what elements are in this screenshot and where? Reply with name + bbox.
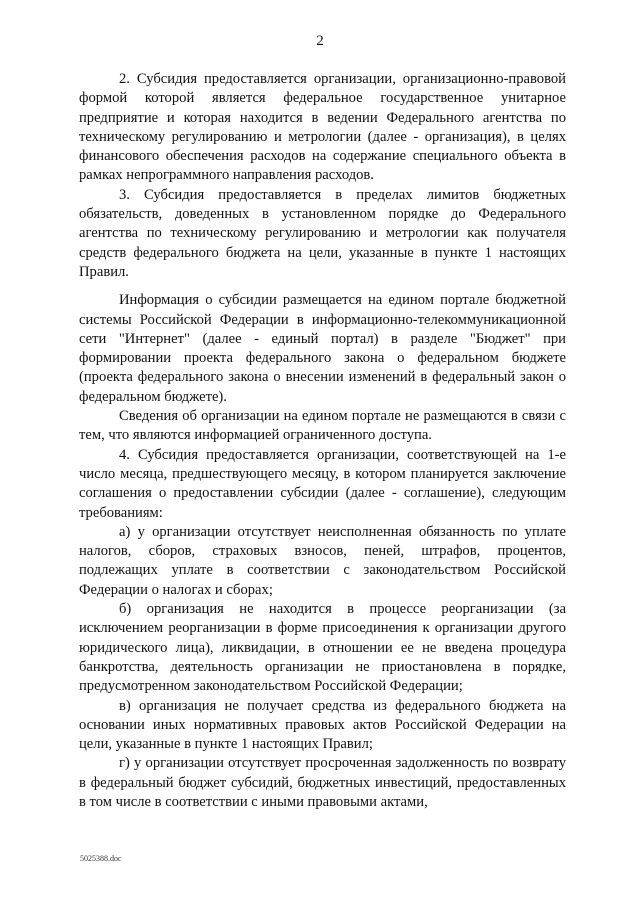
paragraph-info-restricted: Сведения об организации на едином портале не размещаются в связи с тем, что являются информацией ограниченного доступа. [79,408,566,444]
paragraph-2: 2. Субсидия предоставляется организации, организационно-правовой формой которой является федеральное государственное унитарное предприятие и которая находится в ведении Федерального агентства по техническому регулированию и метрологии (далее - организация), в целях финансового обеспечения расходов на содержание специального объекта в рамках непрограммного направления расходов. [79,71,566,184]
paragraph-info-portal: Информация о субсидии размещается на едином портале бюджетной системы Российской Федерации в информационно-телекоммуникационной сети "Интернет" (далее - единый портал) в разделе "Бюджет" при формировании проекта федерального закона о федеральном бюджете (проекта федерального закона о внесении изменений в федеральный закон о федеральном бюджете). [79,292,566,405]
paragraph-4: 4. Субсидия предоставляется организации, соответствующей на 1-е число месяца, предшествующего месяцу, в котором планируется заключение соглашения о предоставлении субсидии (далее - соглашение), следующим требованиям: [79,446,566,521]
list-item-g: г) у организации отсутствует просроченная задолженность по возврату в федеральный бюджет субсидий, бюджетных инвестиций, предоставленных в том числе в соответствии с иными правовыми актами, [79,755,566,810]
list-item-v: в) организация не получает средства из федерального бюджета на основании иных нормативных правовых актов Российской Федерации на цели, указанные в пункте 1 настоящих Правил; [79,697,566,753]
page-number: 2 [316,33,324,49]
document-body [79,70,566,812]
footer-filename: 5025388.doc [80,854,122,863]
list-item-b: б) организация не находится в процессе реорганизации (за исключением реорганизации в форме присоединения к организации другого юридического лица), ликвидации, в отношении ее не введена процедура банкротства, деятельность организации не приостановлена в порядке, предусмотренном законодательством Российской Федерации; [79,601,566,695]
paragraph-3: 3. Субсидия предоставляется в пределах лимитов бюджетных обязательств, доведенных в установленном порядке до Федерального агентства по техническому регулированию и метрологии как получателя средств федерального бюджета на цели, указанные в пункте 1 настоящих Правил. [79,186,566,280]
list-item-a: а) у организации отсутствует неисполненная обязанность по уплате налогов, сборов, страховых взносов, пеней, штрафов, процентов, подлежащих уплате в соответствии с законодательством Российской Федерации о налогах и сборах; [79,523,566,598]
